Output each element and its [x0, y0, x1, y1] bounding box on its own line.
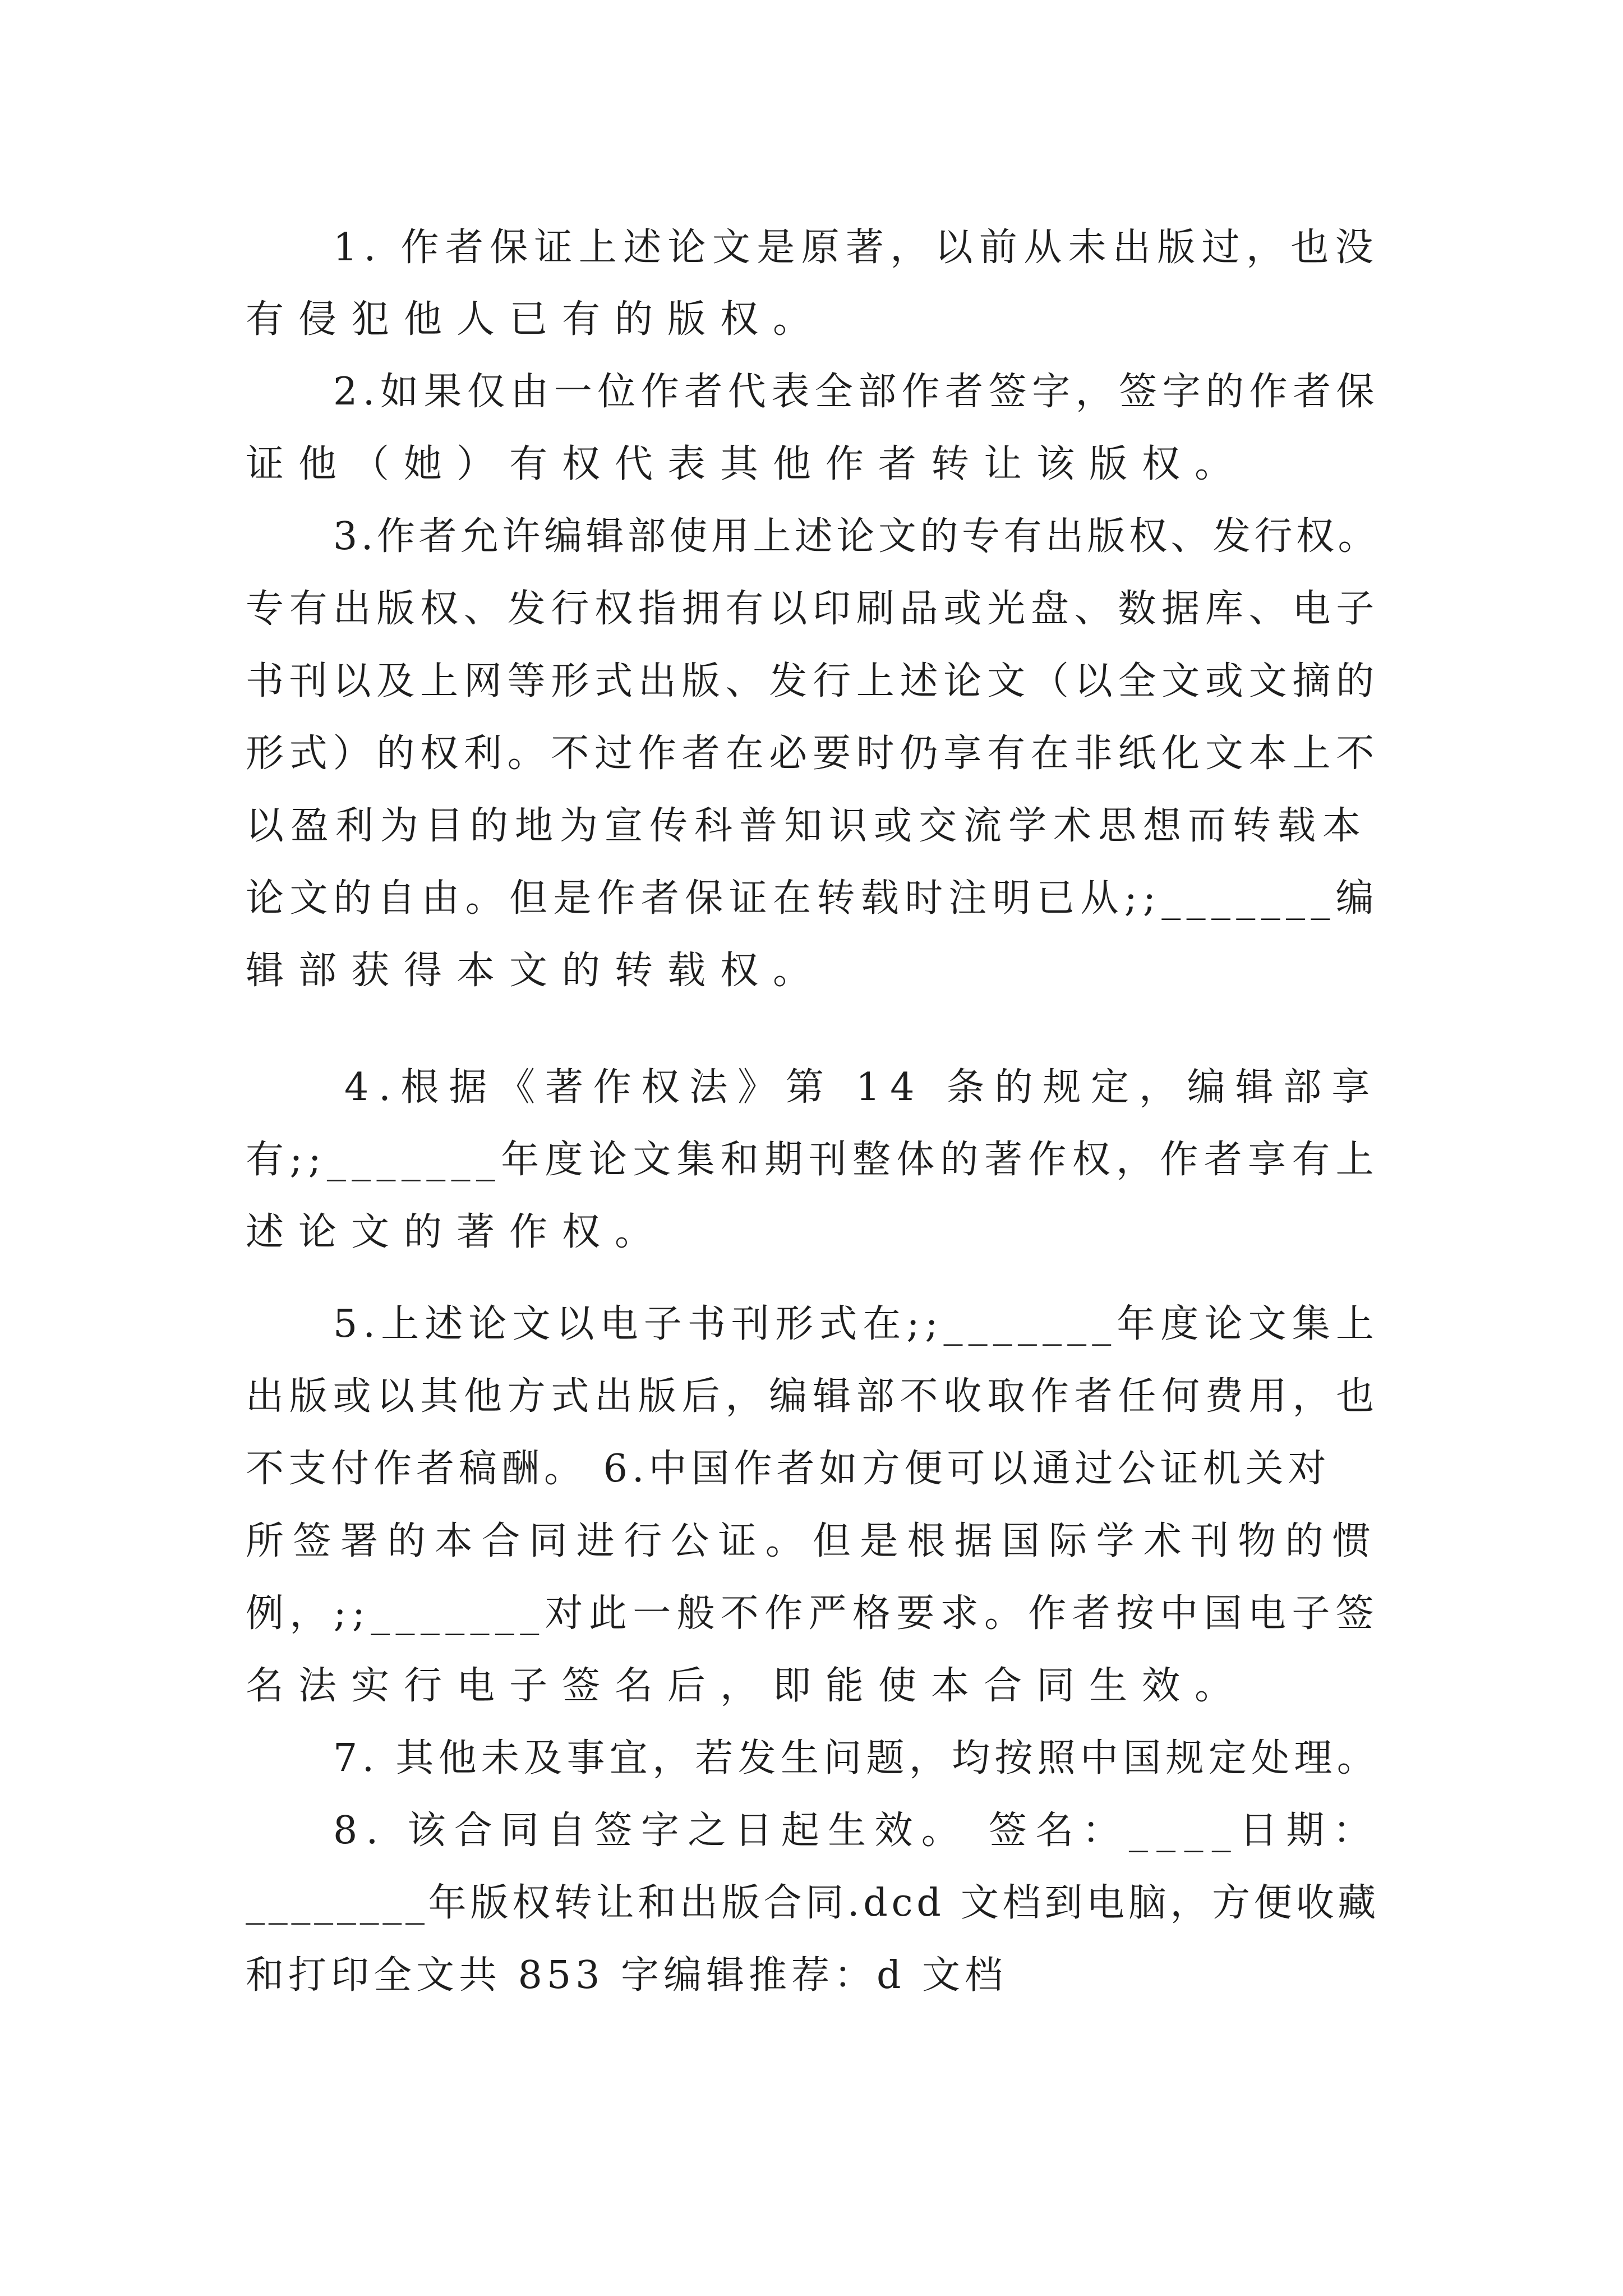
paragraph-3-line-6: 论文的自由。但是作者保证在转载时注明已从;;_______编 [246, 876, 1380, 921]
paragraph-3-line-1: 3.作者允许编辑部使用上述论文的专有出版权、发行权。 [333, 514, 1380, 559]
paragraph-1-line-2: 有侵犯他人已有的版权。 [246, 297, 826, 342]
paragraph-7-line-1: 7. 其他未及事宜，若发生问题，均按照中国规定处理。 [333, 1736, 1380, 1780]
paragraph-3-line-7: 辑部获得本文的转载权。 [246, 949, 826, 993]
paragraph-5-line-3: 不支付作者稿酬。 6.中国作者如方便可以通过公证机关对 [246, 1447, 1331, 1491]
paragraph-2-line-1: 2.如果仅由一位作者代表全部作者签字，签字的作者保 [333, 370, 1380, 414]
paragraph-8-line-2: ________年版权转让和出版合同.dcd 文档到电脑，方便收藏 [246, 1881, 1380, 1925]
paragraph-3-line-2: 专有出版权、发行权指拥有以印刷品或光盘、数据库、电子 [246, 587, 1380, 631]
paragraph-5-line-4: 所签署的本合同进行公证。但是根据国际学术刊物的惯 [246, 1519, 1380, 1563]
paragraph-5-line-5: 例，;;_______对此一般不作严格要求。作者按中国电子签 [246, 1591, 1380, 1636]
paragraph-2-line-2: 证他（她）有权代表其他作者转让该版权。 [246, 442, 1248, 486]
paragraph-3-line-4: 形式）的权利。不过作者在必要时仍享有在非纸化文本上不 [246, 731, 1380, 776]
paragraph-4-line-2: 有;;_______年度论文集和期刊整体的著作权，作者享有上 [246, 1138, 1380, 1182]
paragraph-4-line-3: 述论文的著作权。 [246, 1210, 668, 1254]
paragraph-8-line-1: 8. 该合同自签字之日起生效。 签名：____日期： [333, 1809, 1380, 1853]
paragraph-1-line-1: 1. 作者保证上述论文是原著，以前从未出版过，也没 [333, 226, 1380, 270]
paragraph-8-line-3: 和打印全文共 853 字编辑推荐：d 文档 [246, 1953, 1008, 1998]
paragraph-3-line-3: 书刊以及上网等形式出版、发行上述论文（以全文或文摘的 [246, 659, 1380, 703]
paragraph-5-line-1: 5.上述论文以电子书刊形式在;;_______年度论文集上 [333, 1302, 1380, 1346]
paragraph-5-line-6: 名法实行电子签名后，即能使本合同生效。 [246, 1664, 1248, 1708]
paragraph-5-line-2: 出版或以其他方式出版后，编辑部不收取作者任何费用，也 [246, 1374, 1380, 1419]
paragraph-3-line-5: 以盈利为目的地为宣传科普知识或交流学术思想而转载本 [246, 804, 1368, 848]
paragraph-4-line-1: 4.根据《著作权法》第 14 条的规定，编辑部享 [344, 1065, 1380, 1110]
